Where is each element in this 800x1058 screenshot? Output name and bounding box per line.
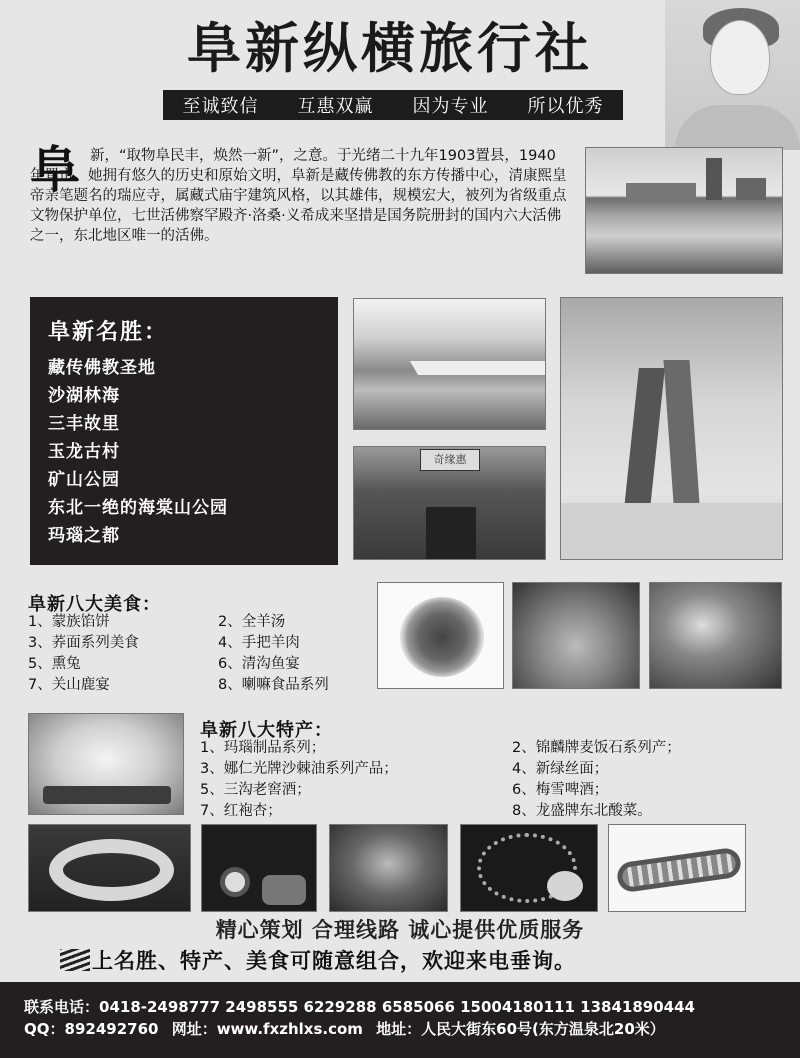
jade-bangle-photo xyxy=(28,824,191,912)
slogan-bar xyxy=(163,90,623,120)
address: 人民大街东60号(东方温泉北20米） xyxy=(421,1020,665,1038)
sight-item: 玉龙古村 xyxy=(48,442,120,462)
promo-line-1: 精心策划 合理线路 诚心提供优质服务 xyxy=(215,918,585,942)
food-item: 5、熏兔 xyxy=(28,656,81,672)
specialty-item: 2、锦麟牌麦饭石系列产； xyxy=(512,740,681,756)
food-item: 1、蒙族馅饼 xyxy=(28,614,110,630)
fish-dish-photo xyxy=(512,582,640,689)
qq-label: QQ： xyxy=(24,1020,65,1038)
food-title: 阜新八大美食： xyxy=(28,594,161,615)
stripe-icon xyxy=(60,949,90,971)
phone-numbers: 0418-2498777 2498555 6229288 6585066 15004180111 13841890444 xyxy=(99,998,695,1016)
food-plate-photo xyxy=(377,582,504,689)
necklace-photo xyxy=(460,824,598,912)
sight-item: 三丰故里 xyxy=(48,414,120,434)
slogan-1: 至诚致信 xyxy=(182,96,259,117)
specialty-item: 1、玛瑙制品系列； xyxy=(200,740,326,756)
food-item: 3、荞面系列美食 xyxy=(28,635,139,651)
slogan-4: 所以优秀 xyxy=(527,96,604,117)
specialty-item: 7、红袍杏； xyxy=(200,803,282,819)
contact-footer xyxy=(0,982,800,1058)
specialties-list xyxy=(200,738,780,822)
address-label: 地址： xyxy=(376,1020,422,1038)
phone-label: 联系电话： xyxy=(24,998,100,1016)
dam-lake-photo xyxy=(353,298,546,430)
promo-line-2-text: 上名胜、特产、美食可随意组合，欢迎来电垂询。 xyxy=(92,949,576,973)
intro-initial: 阜 xyxy=(30,141,80,199)
mine-monument-photo xyxy=(560,297,783,560)
site-url[interactable]: www.fxzhlxs.com xyxy=(216,1020,363,1038)
food-item: 4、手把羊肉 xyxy=(218,635,300,651)
food-item: 6、清沟鱼宴 xyxy=(218,656,300,672)
slogan-2: 互惠双赢 xyxy=(297,96,374,117)
portrait-illustration xyxy=(665,0,800,150)
food-item: 7、关山鹿宴 xyxy=(28,677,110,693)
qq-number: 892492760 xyxy=(64,1020,159,1038)
specialty-item: 4、新绿丝面； xyxy=(512,761,609,777)
agate-sculpture-photo xyxy=(329,824,448,912)
agate-carving-photo xyxy=(28,713,184,815)
specialty-item: 5、三沟老窖酒； xyxy=(200,782,311,798)
agency-title: 阜新纵横旅行社 xyxy=(187,17,593,80)
sight-item: 沙湖林海 xyxy=(48,386,120,406)
sight-item: 东北一绝的海棠山公园 xyxy=(48,498,228,518)
specialty-item: 6、梅雪啤酒； xyxy=(512,782,609,798)
site-label: 网址： xyxy=(171,1020,217,1038)
promo-line-2 xyxy=(60,945,800,975)
slogan-3: 因为专业 xyxy=(412,96,489,117)
sight-item: 藏传佛教圣地 xyxy=(48,358,156,378)
info-row xyxy=(24,1018,800,1040)
specialties-title: 阜新八大特产： xyxy=(200,720,333,741)
specialty-item: 8、龙盛牌东北酸菜。 xyxy=(512,803,652,819)
food-list xyxy=(28,612,378,696)
food-item: 8、喇嘛食品系列 xyxy=(218,677,329,693)
temple-plaque: 奇缘惠 xyxy=(420,449,480,471)
sight-item: 矿山公园 xyxy=(48,470,120,490)
food-item: 2、全羊汤 xyxy=(218,614,286,630)
lamb-dish-photo xyxy=(649,582,782,689)
sight-item: 玛瑙之都 xyxy=(48,526,120,546)
phone-row xyxy=(24,996,800,1018)
bracelet-photo xyxy=(608,824,746,912)
sights-title: 阜新名胜： xyxy=(48,320,169,345)
temple-gate-photo xyxy=(353,446,546,560)
city-river-photo xyxy=(585,147,783,274)
agate-pendant-photo xyxy=(201,824,317,912)
sights-box xyxy=(30,297,338,565)
specialty-item: 3、娜仁光牌沙棘油系列产品； xyxy=(200,761,398,777)
intro-paragraph: 新，“取物阜民丰，焕然一新”，之意。于光绪二十九年1903置县，1940年置市。她拥有悠久的历史和原始文明，阜新是藏传佛教的东方传播中心，清康熙皇帝亲笔题名的瑞应寺，属藏式庙宇建筑风格，以其雄伟，规模宏大，被列为省级重点文物保护单位，七世活佛察罕殿齐·洛桑·义希成来坚措是国务院册封的国内六大活佛之一，东北地区唯一的活佛。 xyxy=(30,148,567,244)
